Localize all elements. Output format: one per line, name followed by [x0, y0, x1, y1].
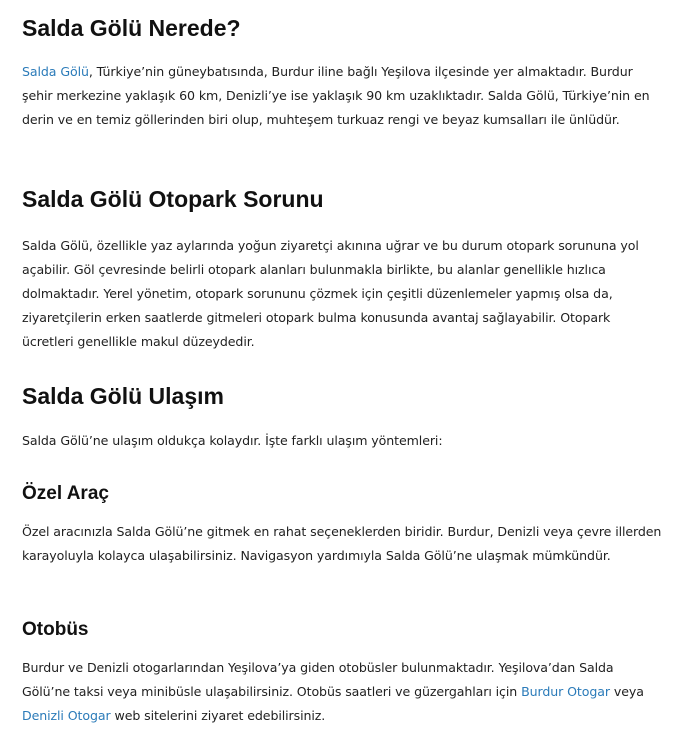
section-otobus-body [22, 656, 662, 728]
section-nerede-body [22, 60, 662, 132]
section-ozel-arac-body [22, 520, 662, 568]
paragraph-otobus-text-3: web sitelerini ziyaret edebilirsiniz. [110, 708, 326, 723]
section-otobus [22, 618, 662, 642]
heading-ozel-arac: Özel Araç [22, 483, 109, 504]
paragraph-otobus [22, 656, 662, 728]
heading-ulasim: Salda Gölü Ulaşım [22, 383, 224, 409]
heading-salda-golu-nerede: Salda Gölü Nerede? [22, 15, 241, 41]
paragraph-otobus-text-1: Burdur ve Denizli otogarlarından Yeşilova’ya giden otobüsler bulunmaktadır. Yeşilova’dan Salda Gölü’ne taksi veya minibüsle ulaşabilirsiniz. Otobüs saatleri ve güzergahları için [22, 660, 614, 699]
link-denizli-otogar[interactable]: Denizli Otogar [22, 708, 111, 723]
link-salda-golu[interactable]: Salda Gölü [22, 64, 89, 79]
paragraph-nerede-text: , Türkiye’nin güneybatısında, Burdur iline bağlı Yeşilova ilçesinde yer almaktadır. Burdur şehir merkezine yaklaşık 60 km, Denizli’ye ise yaklaşık 90 km uzaklıktadır. Salda Gölü, Türkiye’nin en derin ve en temiz göllerinden biri olup, muhteşem turkuaz rengi ve beyaz kumsalları ile ünlüdür. [22, 64, 650, 127]
paragraph-otopark: Salda Gölü, özellikle yaz aylarında yoğun ziyaretçi akınına uğrar ve bu durum otopark sorununa yol açabilir. Göl çevresinde belirli otopark alanları bulunmakla birlikte, bu alanlar genellikle hızlıca dolmaktadır. Yerel yönetim, otopark sorununu çözmek için çeşitli düzenlemeler yapmış olsa da, ziyaretçilerin erken saatlerde gitmeleri otopark bulma konusunda avantaj sağlayabilir. Otopark ücretleri genellikle makul düzeydedir. [22, 238, 639, 349]
section-nerede [22, 14, 662, 42]
section-ulasim-body [22, 429, 662, 453]
paragraph-otobus-text-2: veya [609, 684, 644, 699]
paragraph-nerede [22, 60, 662, 132]
section-otopark-body [22, 234, 662, 354]
heading-otobus: Otobüs [22, 619, 89, 640]
section-ozel-arac [22, 482, 662, 506]
section-otopark [22, 185, 662, 213]
section-ulasim [22, 382, 662, 410]
paragraph-ulasim: Salda Gölü’ne ulaşım oldukça kolaydır. İşte farklı ulaşım yöntemleri: [22, 433, 443, 448]
link-burdur-otogar[interactable]: Burdur Otogar [521, 684, 610, 699]
paragraph-ozel-arac: Özel aracınızla Salda Gölü’ne gitmek en rahat seçeneklerden biridir. Burdur, Denizli veya çevre illerden karayoluyla kolayca ulaşabilirsiniz. Navigasyon yardımıyla Salda Gölü’ne ulaşmak mümkündür. [22, 524, 662, 563]
heading-otopark-sorunu: Salda Gölü Otopark Sorunu [22, 186, 324, 212]
